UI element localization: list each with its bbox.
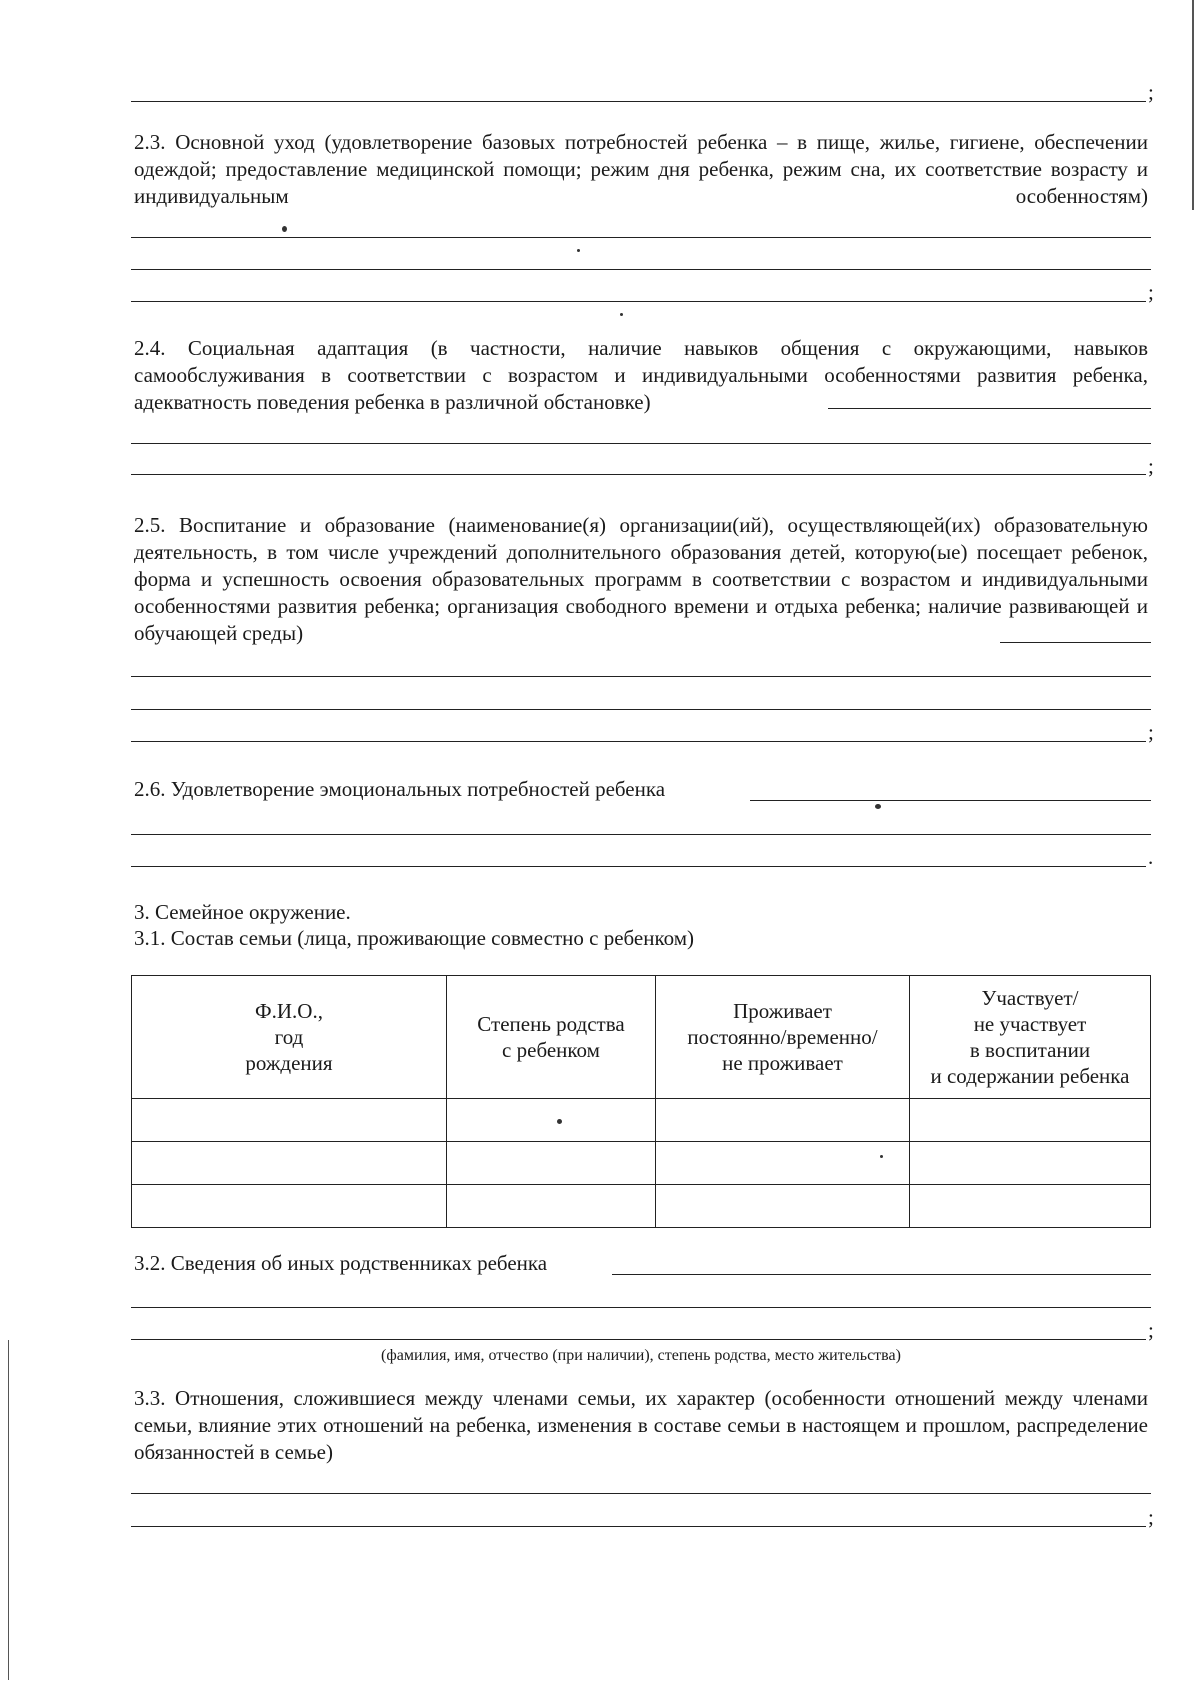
answer-line — [131, 866, 1146, 867]
answer-line — [131, 237, 1151, 238]
table-cell[interactable] — [132, 1142, 447, 1185]
column-header-name: Ф.И.О., год рождения — [132, 976, 447, 1099]
table-cell[interactable] — [910, 1142, 1151, 1185]
scan-edge-mark — [8, 1340, 9, 1680]
table-cell[interactable] — [447, 1185, 656, 1228]
scan-speck — [282, 226, 287, 232]
answer-line — [750, 800, 1151, 801]
table-cell[interactable] — [656, 1142, 910, 1185]
line-end-semicolon: ; — [1148, 1318, 1154, 1342]
answer-line — [131, 1307, 1151, 1308]
table-row — [132, 1185, 1151, 1228]
answer-line — [131, 474, 1146, 475]
answer-line — [131, 741, 1146, 742]
table-cell[interactable] — [656, 1185, 910, 1228]
scan-speck — [557, 1119, 562, 1124]
answer-line — [131, 101, 1146, 102]
answer-line — [131, 709, 1151, 710]
answer-line — [131, 443, 1151, 444]
answer-line — [131, 301, 1146, 302]
answer-line — [131, 834, 1151, 835]
relatives-caption: (фамилия, имя, отчество (при наличии), степень родства, место жительства) — [381, 1347, 901, 1364]
section-3-heading: 3. Семейное окружение. — [134, 900, 351, 924]
answer-line — [131, 1493, 1151, 1494]
line-end-semicolon: ; — [1148, 720, 1154, 744]
table-row — [132, 1142, 1151, 1185]
scan-edge-mark — [1192, 0, 1194, 210]
table-cell[interactable] — [656, 1099, 910, 1142]
table-row — [132, 1099, 1151, 1142]
answer-line — [1000, 642, 1151, 643]
column-header-relation: Степень родства с ребенком — [447, 976, 656, 1099]
table-cell[interactable] — [447, 1142, 656, 1185]
table-cell[interactable] — [132, 1185, 447, 1228]
section-2-5-text: 2.5. Воспитание и образование (наименование(я) организации(ий), осуществляющей(их) образовательную деятельность, в том числе учреждений дополнительного образования детей, которую(ые) посещает ребенок, форма и успешность освоения образовательных программ в соответствии с возрастом и индивидуальными особенностями развития ребенка; организация свободного времени и отдыха ребенка; наличие развивающей и обучающей среды) — [134, 513, 1148, 645]
section-2-4-text: 2.4. Социальная адаптация (в частности, наличие навыков общения с окружающими, навыков самообслуживания в соответствии с возрастом и индивидуальными особенностями развития ребенка, адекватность поведения ребенка в различной обстановке) — [134, 336, 1148, 414]
column-header-residence: Проживает постоянно/временно/ не проживает — [656, 976, 910, 1099]
answer-line — [612, 1274, 1151, 1275]
table-cell[interactable] — [447, 1099, 656, 1142]
scan-speck — [875, 804, 881, 809]
column-header-participation: Участвует/ не участвует в воспитании и содержании ребенка — [910, 976, 1151, 1099]
answer-line — [828, 408, 1151, 409]
section-2-3-text: 2.3. Основной уход (удовлетворение базовых потребностей ребенка – в пище, жилье, гигиене, обеспечении одеждой; предоставление медицинской помощи; режим дня ребенка, режим сна, их соответствие возрасту и индивидуальным особенностям) — [134, 130, 1148, 208]
line-end-semicolon: ; — [1148, 280, 1154, 304]
scan-speck — [577, 249, 580, 252]
answer-line — [131, 1526, 1146, 1527]
section-3-1-heading: 3.1. Состав семьи (лица, проживающие совместно с ребенком) — [134, 926, 695, 950]
answer-line — [131, 269, 1151, 270]
section-3-2-text: 3.2. Сведения об иных родственниках ребенка — [134, 1251, 548, 1275]
table-header-row — [132, 976, 1151, 1099]
table-cell[interactable] — [910, 1099, 1151, 1142]
answer-line — [131, 676, 1151, 677]
answer-line — [131, 1339, 1146, 1340]
section-2-6-text: 2.6. Удовлетворение эмоциональных потребностей ребенка — [134, 777, 666, 801]
table-cell[interactable] — [132, 1099, 447, 1142]
line-end-semicolon: ; — [1148, 1505, 1154, 1529]
line-end-semicolon: ; — [1148, 80, 1154, 104]
scan-speck — [880, 1155, 883, 1158]
line-end-semicolon: ; — [1148, 454, 1154, 478]
scan-speck — [620, 313, 623, 316]
line-end-period: . — [1148, 845, 1154, 869]
section-3-3-text: 3.3. Отношения, сложившиеся между членами семьи, их характер (особенности отношений между членами семьи, влияние этих отношений на ребенка, изменения в составе семьи в настоящем и прошлом, распределение обязанностей в семье) — [134, 1386, 1148, 1464]
family-composition-table — [131, 975, 1151, 1228]
table-cell[interactable] — [910, 1185, 1151, 1228]
